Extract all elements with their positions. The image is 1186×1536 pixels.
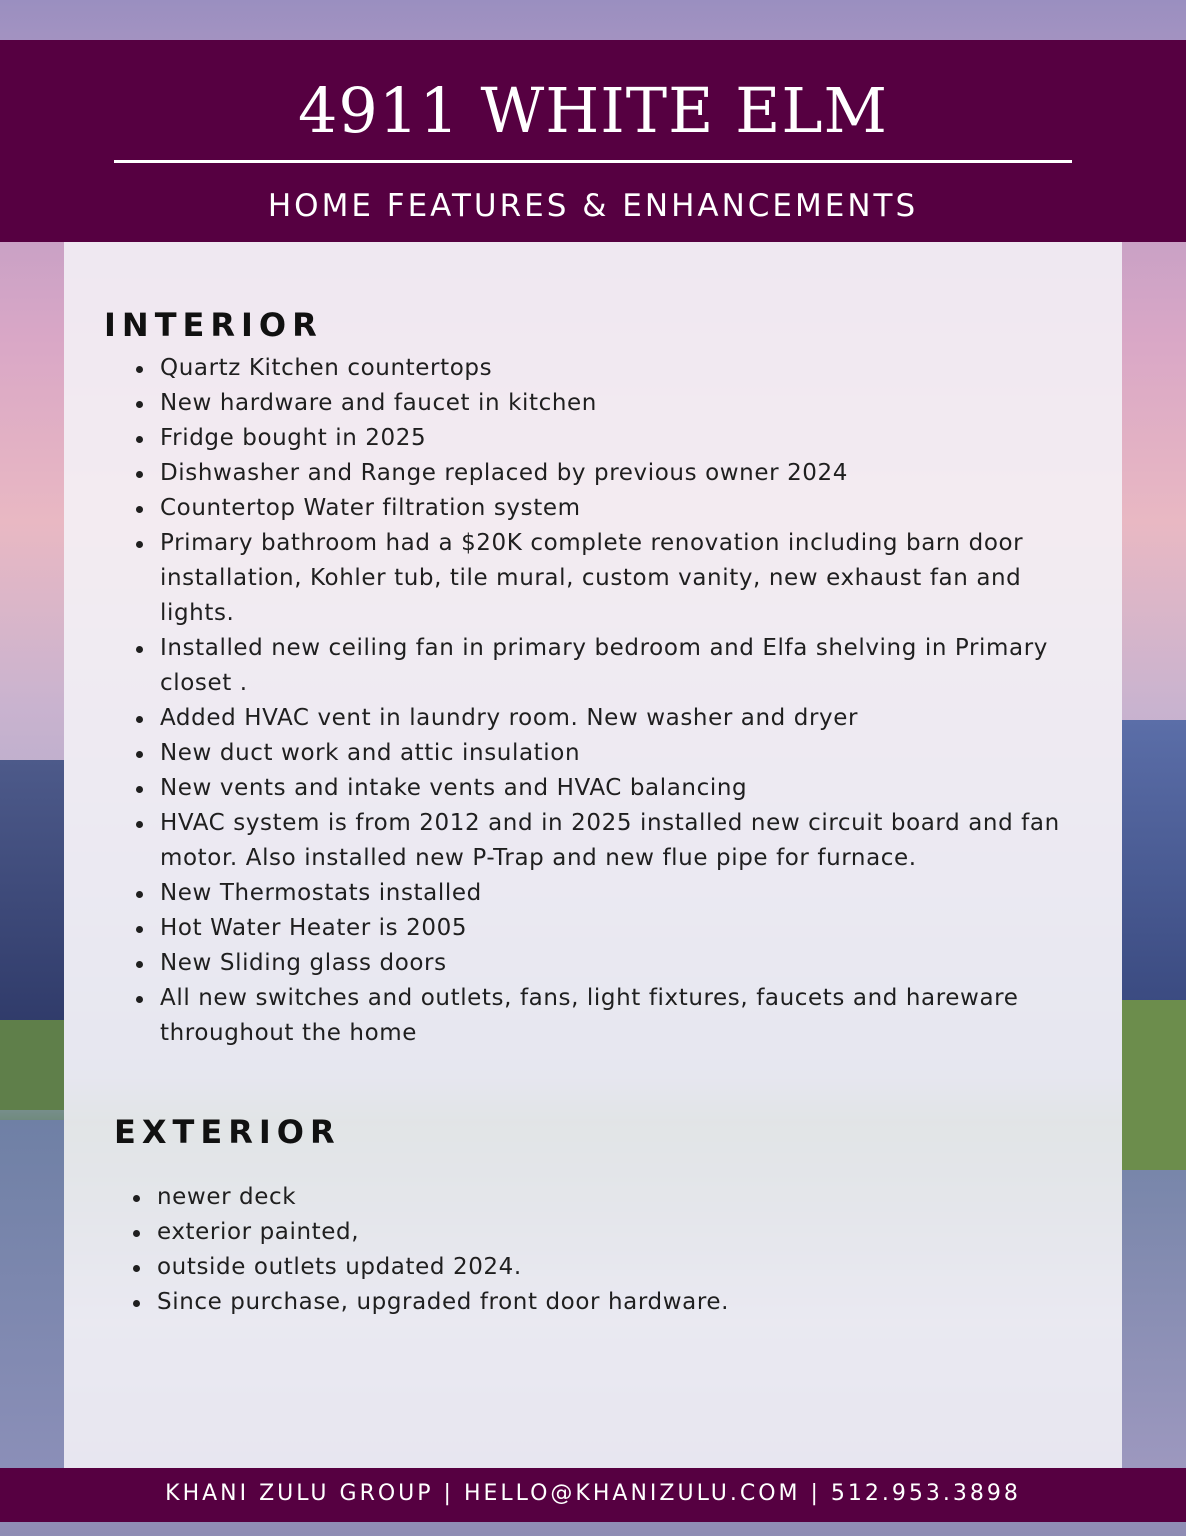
skyline-building-left bbox=[0, 760, 64, 1060]
list-item: All new switches and outlets, fans, light fixtures, faucets and hareware throughout the home bbox=[160, 981, 1080, 1051]
title-divider bbox=[114, 160, 1072, 163]
interior-feature-list bbox=[160, 351, 1080, 1051]
list-item: New hardware and faucet in kitchen bbox=[160, 386, 1080, 421]
list-item: Primary bathroom had a $20K complete renovation including barn door installation, Kohler tub, tile mural, custom vanity, new exhaust fan and lights. bbox=[160, 526, 1080, 631]
list-item: Quartz Kitchen countertops bbox=[160, 351, 1080, 386]
list-item: Hot Water Heater is 2005 bbox=[160, 911, 1080, 946]
river-left bbox=[0, 1120, 64, 1470]
list-item: newer deck bbox=[157, 1180, 1057, 1215]
river-right bbox=[1122, 1170, 1186, 1470]
trees-right bbox=[1122, 1000, 1186, 1170]
list-item: New duct work and attic insulation bbox=[160, 736, 1080, 771]
trees-left bbox=[0, 1020, 64, 1110]
footer-banner bbox=[0, 1468, 1186, 1522]
page-title: 4911 WHITE ELM bbox=[297, 74, 888, 147]
list-item: HVAC system is from 2012 and in 2025 installed new circuit board and fan motor. Also installed new P-Trap and new flue pipe for furnace. bbox=[160, 806, 1080, 876]
list-item: Installed new ceiling fan in primary bedroom and Elfa shelving in Primary closet . bbox=[160, 631, 1080, 701]
exterior-feature-list bbox=[157, 1180, 1057, 1320]
exterior-heading: EXTERIOR bbox=[114, 1113, 341, 1151]
list-item: Since purchase, upgraded front door hardware. bbox=[157, 1285, 1057, 1320]
list-item: Dishwasher and Range replaced by previous owner 2024 bbox=[160, 456, 1080, 491]
list-item: New Sliding glass doors bbox=[160, 946, 1080, 981]
list-item: Fridge bought in 2025 bbox=[160, 421, 1080, 456]
list-item: exterior painted, bbox=[157, 1215, 1057, 1250]
list-item: outside outlets updated 2024. bbox=[157, 1250, 1057, 1285]
interior-heading: INTERIOR bbox=[104, 306, 323, 344]
list-item: Added HVAC vent in laundry room. New washer and dryer bbox=[160, 701, 1080, 736]
list-item: New Thermostats installed bbox=[160, 876, 1080, 911]
header-banner bbox=[0, 40, 1186, 242]
list-item: Countertop Water filtration system bbox=[160, 491, 1080, 526]
list-item: New vents and intake vents and HVAC balancing bbox=[160, 771, 1080, 806]
page-subtitle: HOME FEATURES & ENHANCEMENTS bbox=[267, 188, 919, 224]
skyline-building-right bbox=[1122, 720, 1186, 1010]
contact-info: KHANI ZULU GROUP | HELLO@KHANIZULU.COM | 512.953.3898 bbox=[165, 1481, 1021, 1506]
